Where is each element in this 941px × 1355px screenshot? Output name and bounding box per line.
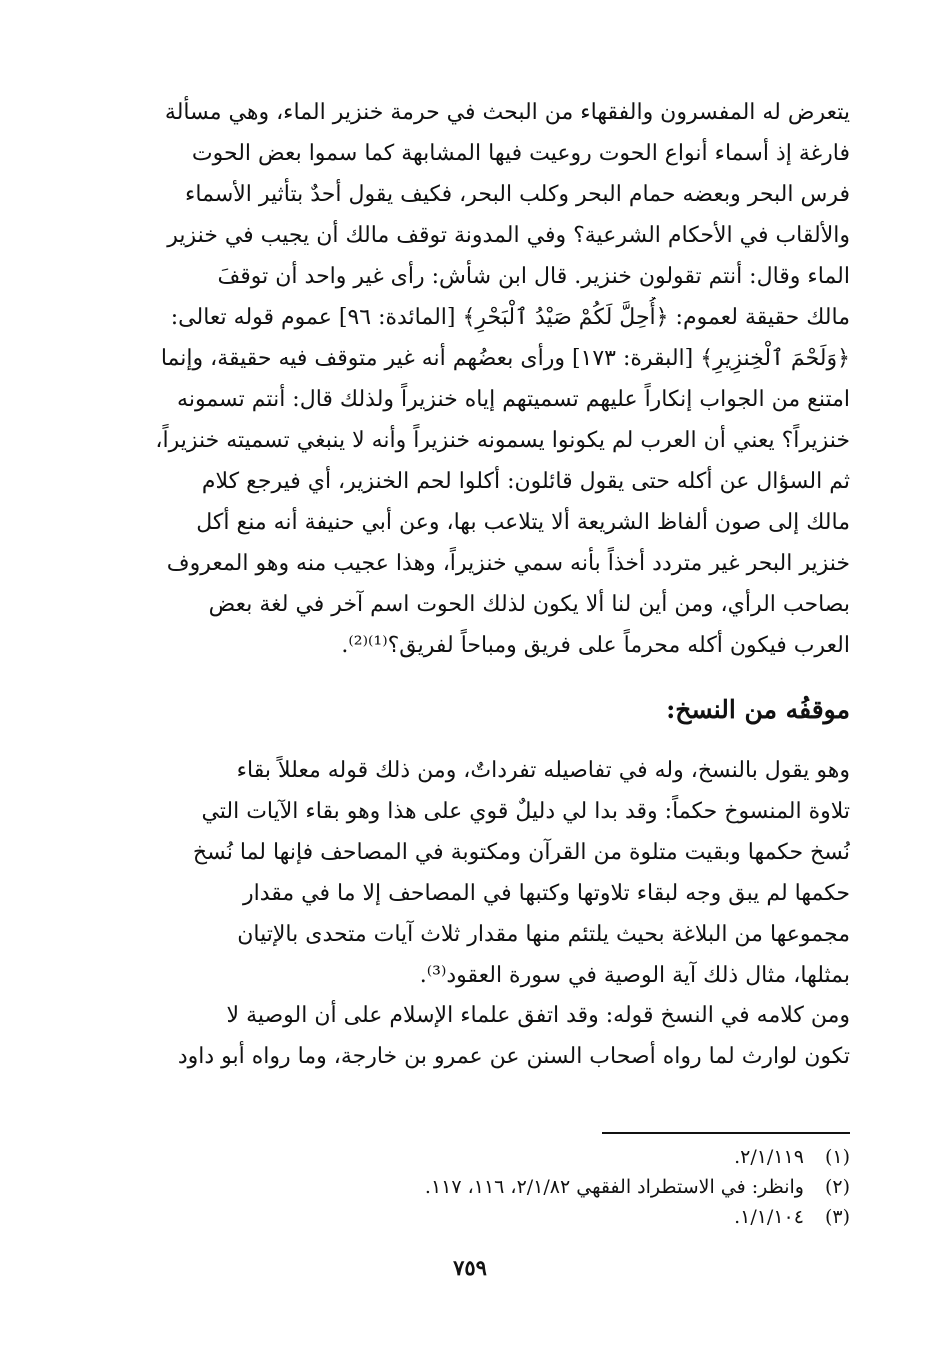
text-line: مجموعها من البلاغة بحيث يلتئم منها مقدار ثلاث آيات متحدى بالإتيان — [237, 922, 850, 947]
text-line: بصاحب الرأي، ومن أين لنا ألا يكون لذلك الحوت اسم آخر في لغة بعض — [208, 592, 850, 617]
footnote-text: وانظر: في الاستطراد الفقهي ٢/١/٨٢، ١١٦، ١١٧. — [424, 1176, 804, 1198]
text-line: وهو يقول بالنسخ، وله في تفاصيله تفرداتٌ، ومن ذلك قوله معللاً بقاء — [236, 758, 850, 783]
book-page — [90, 80, 850, 1320]
footnotes — [90, 1142, 850, 1232]
text-line: خنزيراً؟ يعني أن العرب لم يكونوا يسمونه خنزيراً وأنه لا ينبغي تسميته خنزيراً، — [155, 428, 850, 453]
footnote-number: (٢) — [824, 1176, 850, 1198]
footnote-number: (٣) — [824, 1206, 850, 1228]
text-line: فارغة إذ أسماء أنواع الحوت روعيت فيها المشابهة كما سموا بعض الحوت — [191, 141, 850, 166]
footnote-number: (١) — [824, 1146, 850, 1168]
text-line: ثم السؤال عن أكله حتى يقول قائلون: أكلوا لحم الخنزير، أي فيرجع كلام — [201, 469, 850, 494]
footnote-text: ١/١/١٠٤. — [734, 1206, 804, 1228]
footnote-text: ٢/١/١١٩. — [734, 1146, 804, 1168]
text-line: نُسخ حكمها وبقيت متلوة من القرآن ومكتوبة في المصاحف فإنها لما نُسخ — [192, 840, 850, 865]
paragraph-3 — [90, 995, 850, 1077]
text-line: حكمها لم يبق وجه لبقاء تلاوتها وكتبها في المصاحف إلا ما في مقدار — [242, 881, 850, 906]
footnote-divider — [602, 1132, 850, 1134]
text-line: بمثلها، مثال ذلك آية الوصية في سورة العقود⁽³⁾. — [419, 963, 850, 988]
text-line: مالك حقيقة لعموم: ﴿أُحِلَّ لَكُمْ صَيْدُ ٱلْبَحْرِ﴾ [المائدة: ٩٦] عموم قوله تعالى: — [170, 305, 850, 330]
section-heading: موقفُه من النسخ: — [666, 695, 850, 724]
footnote-3 — [90, 1202, 850, 1232]
text-line: تكون لوارث لما رواه أصحاب السنن عن عمرو بن خارجة، وما رواه أبو داود — [177, 1044, 850, 1069]
footnote-2 — [90, 1172, 850, 1202]
text-line: والألقاب في الأحكام الشرعية؟ وفي المدونة توقف مالك أن يجيب في خنزير — [167, 223, 850, 248]
text-line: ومن كلامه في النسخ قوله: وقد اتفق علماء الإسلام على أن الوصية لا — [226, 1003, 850, 1028]
paragraph-2 — [90, 750, 850, 996]
page-number: ٧٥٩ — [453, 1255, 487, 1280]
text-line: امتنع من الجواب إنكاراً عليهم تسميتهم إياه خنزيراً ولذلك قال: أنتم تسمونه — [177, 387, 850, 412]
text-line: مالك إلى صون ألفاظ الشريعة ألا يتلاعب بها، وعن أبي حنيفة أنه منع أكل — [196, 510, 850, 535]
text-line: فرس البحر وبعضه حمام البحر وكلب البحر، فكيف يقول أحدٌ بتأثير الأسماء — [185, 182, 850, 207]
text-line: خنزير البحر غير متردد أخذاً بأنه سمي خنزيراً، وهذا عجيب منه وهو المعروف — [166, 551, 850, 576]
text-line: ﴿وَلَحْمَ ٱلْخِنزِيرِ﴾ [البقرة: ١٧٣] ورأى بعضُهم أنه غير متوقف فيه حقيقة، وإنما — [160, 346, 850, 371]
text-line: العرب فيكون أكله محرماً على فريق ومباحاً لفريق؟⁽¹⁾⁽²⁾. — [341, 633, 850, 658]
text-line: يتعرض له المفسرون والفقهاء من البحث في حرمة خنزير الماء، وهي مسألة — [164, 100, 850, 125]
text-line: الماء وقال: أنتم تقولون خنزير. قال ابن شأش: رأى غير واحد أن توقفَ — [217, 264, 850, 289]
paragraph-1 — [90, 92, 850, 666]
footnote-1 — [90, 1142, 850, 1172]
text-line: تلاوة المنسوخ حكماً: وقد بدا لي دليلٌ قوي على هذا وهو بقاء الآيات التي — [201, 799, 850, 824]
